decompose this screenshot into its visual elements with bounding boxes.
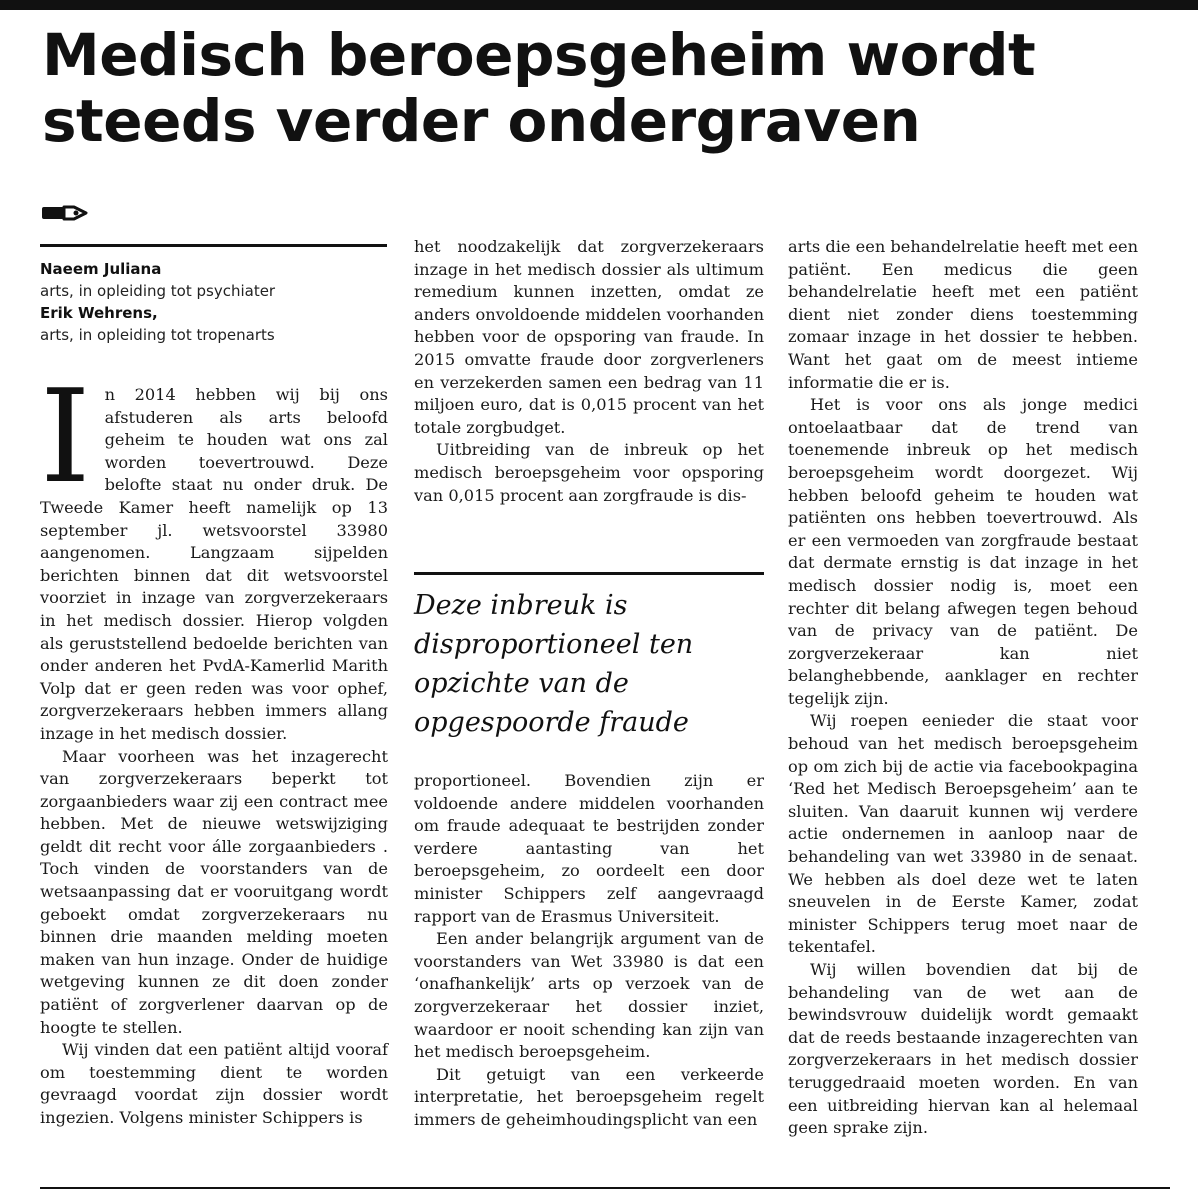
article-column-2-bottom [414,770,764,1132]
headline-line-1: Medisch beroepsgeheim wordt [42,21,1036,89]
author-name: Erik Wehrens, [40,304,158,322]
article-column-2-top [414,236,764,507]
article-column-3 [788,236,1138,1140]
headline [42,22,1152,154]
pullquote [414,586,764,742]
article-paragraph: Wij vinden dat een patiënt altijd vooraf om toestemming dient te worden gevraagd voordat zijn dossier wordt ingezien. Volgens minister Schippers is [40,1040,388,1127]
author-role: arts, in opleiding tot tropenarts [40,326,275,344]
pen-icon [40,198,92,228]
pullquote-rule [414,572,764,575]
article-paragraph: Het is voor ons als jonge medici ontoelaatbaar dat de trend van toenemende inbreuk op het medisch beroepsgeheim wordt doorgezet. Wij hebben beloofd geheim te houden wat patiënten ons hebben toevertrouwd. Als er een vermoeden van zorgfraude bestaat dat dermate ernstig is dat inzage in het medisch dossier nodig is, moet een rechter dit belang afwegen tegen behoud van de privacy van de patiënt. De zorgverzekeraar kan niet belanghebbende, aanklager en rechter tegelijk zijn. [788,395,1138,708]
article-paragraph: proportioneel. Bovendien zijn er voldoende andere middelen voorhanden om fraude adequaat te bestrijden zonder verdere aantasting van het beroepsgeheim, zo oordeelt een door minister Schippers zelf aangevraagd rapport van de Erasmus Universiteit. [414,771,764,926]
article-paragraph: Maar voorheen was het inzagerecht van zorgverzekeraars beperkt tot zorgaanbieders waar zij een contract mee hebben. Met de nieuwe wetswijziging geldt dit recht voor álle zorgaanbieders . Toch vinden de voorstanders van de wetsaanpassing dat er vooruitgang wordt geboekt omdat zorgverzekeraars nu binnen drie maanden melding moeten maken van hun inzage. Onder de huidige wetgeving kunnen ze dit doen zonder patiënt of zorgverlener daarvan op de hoogte te stellen. [40,746,388,1037]
article-paragraph: arts die een behandelrelatie heeft met een patiënt. Een medicus die geen behandelrelatie heeft met een patiënt dient niet zonder diens toestemming zomaar inzage in het dossier te hebben. Want het gaat om de meest intieme informatie die er is. [788,237,1138,392]
article-paragraph: Wij roepen eenieder die staat voor behoud van het medisch beroepsgeheim op om zich bij de actie via facebookpagina ‘Red het Medisch Beroepsgeheim’ aan te sluiten. Van daaruit kunnen wij verdere actie ondernemen in aanloop naar de behandeling van wet 33980 in de senaat. We hebben als doel deze wet te laten sneuvelen in de Eerste Kamer, zodat minister Schippers terug moet naar de tekentafel. [788,711,1138,957]
author-role: arts, in opleiding tot psychiater [40,282,276,300]
drop-cap: I [40,363,91,512]
byline [40,258,390,346]
bottom-rule [40,1187,1170,1189]
pullquote-line: opzichte van de [414,668,629,699]
pullquote-line: opgespoorde fraude [414,707,689,738]
article-paragraph: het noodzakelijk dat zorgverzekeraars inzage in het medisch dossier als ultimum remedium kunnen inzetten, omdat ze anders onvoldoende middelen voorhanden hebben voor de opsporing van fraude. In 2015 omvatte fraude door zorgverleners en verzekerden samen een bedrag van 11 miljoen euro, dat is 0,015 procent van het totale zorgbudget. [414,237,764,437]
article-paragraph: Uitbreiding van de inbreuk op het medisch beroepsgeheim voor opsporing van 0,015 procent aan zorgfraude is dis- [414,440,764,505]
article-column-1 [40,363,388,1130]
article-paragraph: Wij willen bovendien dat bij de behandeling van de wet aan de bewindsvrouw duidelijk wordt gemaakt dat de reeds bestaande inzagerechten van zorgverzekeraars in het medisch dossier teruggedraaid moeten worden. En van een uitbreiding hiervan kan al helemaal geen sprake zijn. [788,960,1138,1138]
pullquote-line: disproportioneel ten [414,629,694,660]
pullquote-line: Deze inbreuk is [414,590,628,621]
article-paragraph: n 2014 hebben wij bij ons afstuderen als arts beloofd geheim te houden wat ons zal worden toevertrouwd. Deze belofte staat nu onder druk. De Tweede Kamer heeft namelijk op 13 september jl. wetsvoorstel 33980 aangenomen. Langzaam sijpelden berichten binnen dat dit wetsvoorstel voorziet in inzage van zorgverzekeraars in het medisch dossier. Hierop volgden als geruststellend bedoelde berichten van onder anderen het PvdA-Kamerlid Marith Volp dat er geen reden was voor ophef, zorgverzekeraars hebben immers allang inzage in het medisch dossier. [40,385,388,743]
article-paragraph: Een ander belangrijk argument van de voorstanders van Wet 33980 is dat een ‘onafhankelijk’ arts op verzoek van de zorgverzekeraar het dossier inziet, waardoor er nooit schending kan zijn van het medisch beroepsgeheim. [414,929,764,1062]
author-name: Naeem Juliana [40,260,162,278]
byline-rule [40,244,387,247]
article-paragraph: Dit getuigt van een verkeerde interpretatie, het beroepsgeheim regelt immers de geheimhoudingsplicht van een [414,1064,764,1129]
headline-line-2: steeds verder ondergraven [42,87,921,155]
top-border [0,0,1198,10]
